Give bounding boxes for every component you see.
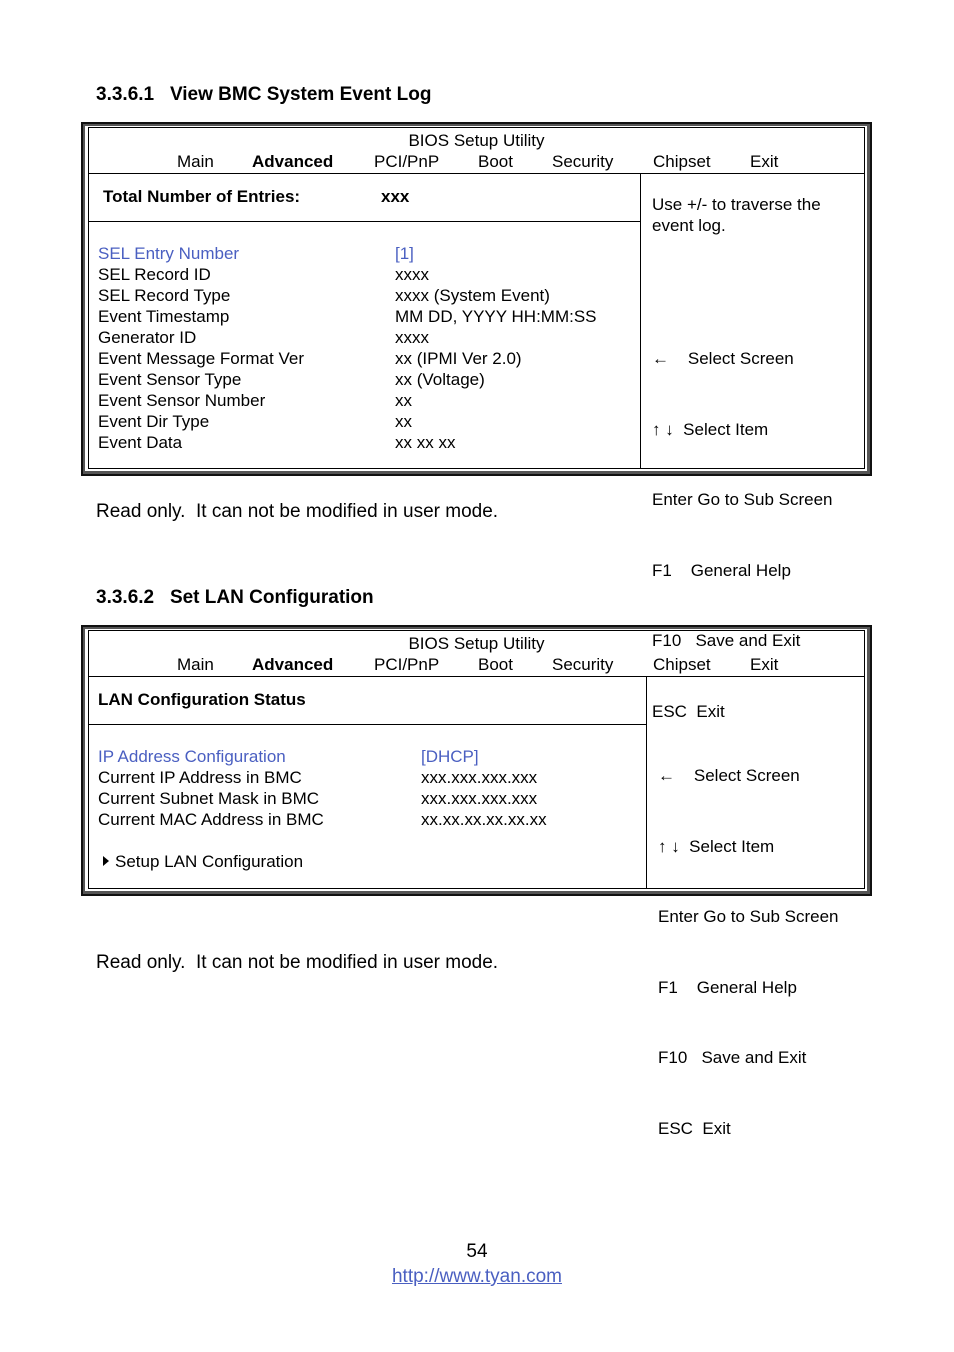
current-ip-label: Current IP Address in BMC [98,768,302,787]
generator-id-value: xxxx [395,328,429,347]
submenu-arrow-icon [103,856,109,866]
key-enter: Enter Go to Sub Screen [652,490,833,509]
website-link[interactable]: http://www.tyan.com [391,1266,562,1287]
key-select-item: ↑ ↓ Select Item [652,419,769,439]
current-subnet-value: xxx.xxx.xxx.xxx [421,789,538,808]
menu-advanced[interactable]: Advanced [252,655,334,674]
menu-boot[interactable]: Boot [478,152,513,171]
current-ip-value: xxx.xxx.xxx.xxx [421,768,538,787]
key-esc: ESC Exit [652,701,725,721]
menu-chipset[interactable]: Chipset [653,152,711,171]
sel-record-type-value: xxxx (System Event) [395,286,550,305]
menu-exit[interactable]: Exit [750,152,779,171]
setup-lan-submenu-label: Setup LAN Configuration [115,852,304,871]
total-entries-value: xxx [381,187,410,206]
menu-boot[interactable]: Boot [478,655,513,674]
event-dir-type-value: xx [395,412,412,431]
key-esc: ESC Exit [658,1118,731,1138]
menu-divider [89,173,864,174]
menu-chipset[interactable]: Chipset [653,655,711,674]
ip-address-config-label[interactable]: IP Address Configuration [98,747,286,766]
key-enter: Enter Go to Sub Screen [658,907,839,926]
bios-title: BIOS Setup Utility [408,131,545,150]
event-sensor-number-label: Event Sensor Number [98,391,266,410]
sel-record-id-label: SEL Record ID [98,265,211,284]
header-divider [89,221,640,222]
sel-record-type-label: SEL Record Type [98,286,231,305]
event-sensor-type-label: Event Sensor Type [98,370,242,389]
key-f1: F1 General Help [652,560,791,580]
read-only-note: Read only. It can not be modified in user mode. [96,952,499,973]
event-timestamp-label: Event Timestamp [98,307,230,326]
sel-record-id-value: xxxx [395,265,429,284]
generator-id-label: Generator ID [98,328,197,347]
page-number: 54 [466,1241,488,1262]
event-dir-type-label: Event Dir Type [98,412,210,431]
current-mac-value: xx.xx.xx.xx.xx.xx [421,810,547,829]
menu-divider [89,676,864,677]
key-select-item: ↑ ↓ Select Item [658,836,775,856]
sel-entry-label[interactable]: SEL Entry Number [98,244,240,263]
menu-pci-pnp[interactable]: PCI/PnP [374,655,440,674]
key-f10: F10 Save and Exit [652,631,801,650]
section-heading: 3.3.6.2 Set LAN Configuration [96,587,374,608]
section-heading: 3.3.6.1 View BMC System Event Log [96,84,432,105]
event-data-label: Event Data [98,433,183,452]
help-divider [646,676,647,888]
menu-main[interactable]: Main [177,655,214,674]
bios-menu-bar [89,152,864,174]
bios-title: BIOS Setup Utility [408,634,545,653]
menu-security[interactable]: Security [552,152,614,171]
current-subnet-label: Current Subnet Mask in BMC [98,789,320,808]
key-legend [658,717,839,1187]
header-divider [89,724,646,725]
key-select-screen: ← Select Screen [658,766,800,785]
event-sensor-type-value: xx (Voltage) [395,370,485,389]
menu-security[interactable]: Security [552,655,614,674]
event-message-format-label: Event Message Format Ver [98,349,304,368]
read-only-note: Read only. It can not be modified in user mode. [96,501,499,522]
menu-exit[interactable]: Exit [750,655,779,674]
help-description: Use +/- to traverse the event log. [652,195,821,235]
menu-pci-pnp[interactable]: PCI/PnP [374,152,440,171]
setup-lan-submenu[interactable] [103,851,303,872]
event-data-value: xx xx xx [395,433,456,452]
menu-main[interactable]: Main [177,152,214,171]
ip-address-config-value[interactable]: [DHCP] [421,747,479,766]
current-mac-label: Current MAC Address in BMC [98,810,324,829]
lan-status-label: LAN Configuration Status [98,690,306,709]
event-sensor-number-value: xx [395,391,412,410]
help-divider [640,173,641,468]
total-entries-label: Total Number of Entries: [103,187,301,206]
event-timestamp-value: MM DD, YYYY HH:MM:SS [395,307,597,326]
key-f10: F10 Save and Exit [658,1048,807,1067]
bios-menu-bar [89,655,864,677]
sel-entry-value[interactable]: [1] [395,244,414,263]
event-message-format-value: xx (IPMI Ver 2.0) [395,349,522,368]
key-select-screen: ← Select Screen [652,349,794,368]
key-f1: F1 General Help [658,977,797,997]
menu-advanced[interactable]: Advanced [252,152,334,171]
